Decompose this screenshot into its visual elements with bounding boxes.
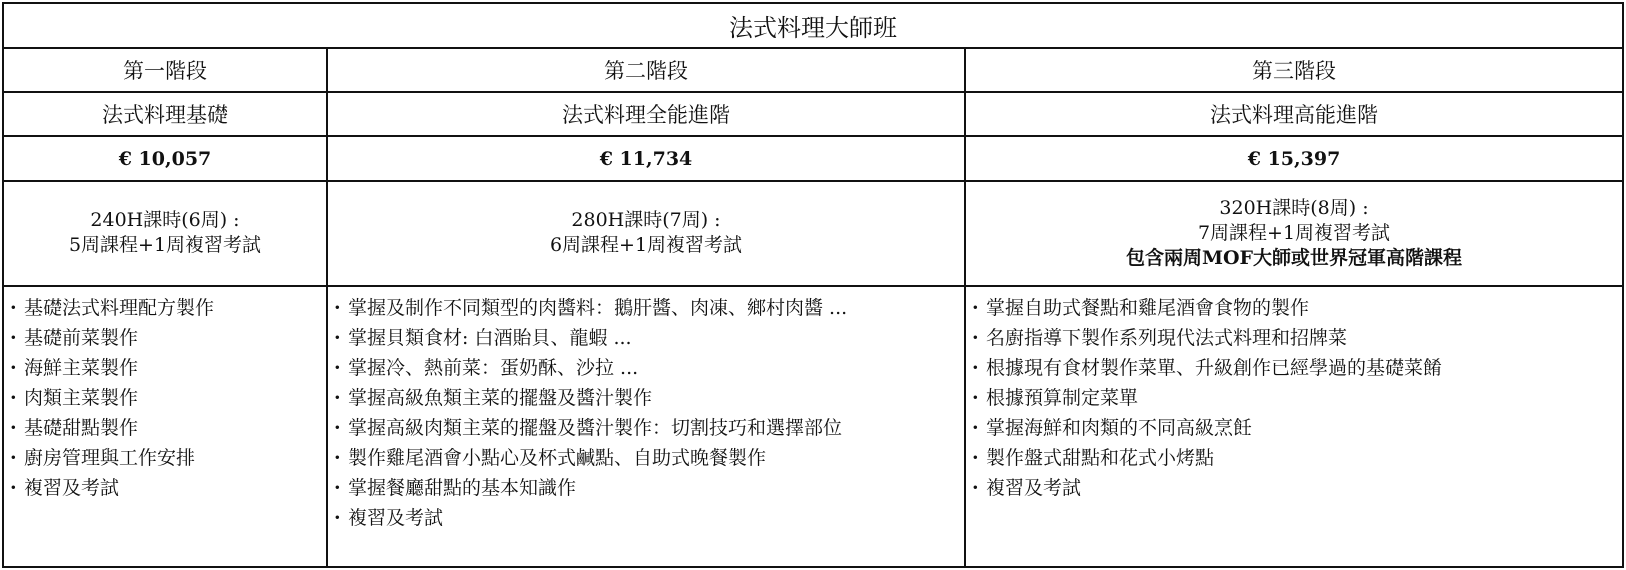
course-price: € 10,057 (3, 136, 327, 180)
hours-total: 320H課時(8周) : (1219, 196, 1369, 219)
list-item: · 複習及考試 (334, 503, 964, 533)
topics-row (3, 286, 1623, 567)
course-hours-cell (3, 181, 327, 286)
list-item: · 基礎前菜製作 (10, 323, 326, 353)
list-item: · 廚房管理與工作安排 (10, 443, 326, 473)
topic-list (4, 287, 326, 503)
stage-label: 第三階段 (965, 48, 1623, 92)
list-item: · 名廚指導下製作系列現代法式料理和招牌菜 (972, 323, 1622, 353)
hours-highlight: 包含兩周MOF大師或世界冠軍高階課程 (1125, 246, 1463, 269)
list-item: · 掌握及制作不同類型的肉醬料：鵝肝醬、肉凍、鄉村肉醬 ... (334, 293, 964, 323)
list-item: · 基礎法式料理配方製作 (10, 293, 326, 323)
topics-cell (965, 286, 1623, 567)
list-item: · 海鮮主菜製作 (10, 353, 326, 383)
stage-row (3, 48, 1623, 92)
stage-label: 第一階段 (3, 48, 327, 92)
topics-cell (3, 286, 327, 567)
hours-total: 240H課時(6周) : (90, 209, 240, 232)
list-item: · 複習及考試 (972, 473, 1622, 503)
list-item: · 基礎甜點製作 (10, 413, 326, 443)
list-item: · 掌握餐廳甜點的基本知識作 (334, 473, 964, 503)
list-item: · 製作盤式甜點和花式小烤點 (972, 443, 1622, 473)
course-comparison-table (2, 2, 1624, 568)
course-name: 法式料理高能進階 (965, 92, 1623, 136)
hours-total: 280H課時(7周) : (571, 209, 721, 232)
stage-label: 第二階段 (327, 48, 965, 92)
course-hours-cell (327, 181, 965, 286)
list-item: · 根據預算制定菜單 (972, 383, 1622, 413)
list-item: · 複習及考試 (10, 473, 326, 503)
topic-list (966, 287, 1622, 503)
hours-breakdown: 5周課程+1周複習考試 (68, 234, 262, 257)
topics-cell (327, 286, 965, 567)
hours-row (3, 181, 1623, 286)
topic-list (328, 287, 964, 533)
list-item: · 製作雞尾酒會小點心及杯式鹹點、自助式晚餐製作 (334, 443, 964, 473)
table-title: 法式料理大師班 (3, 3, 1623, 48)
title-row (3, 3, 1623, 48)
list-item: · 掌握貝類食材: 白酒貽貝、龍蝦 ... (334, 323, 964, 353)
course-name: 法式料理基礎 (3, 92, 327, 136)
hours-breakdown: 6周課程+1周複習考試 (549, 234, 743, 257)
list-item: · 掌握自助式餐點和雞尾酒會食物的製作 (972, 293, 1622, 323)
list-item: · 掌握高級魚類主菜的擺盤及醬汁製作 (334, 383, 964, 413)
list-item: · 掌握海鮮和肉類的不同高級烹飪 (972, 413, 1622, 443)
list-item: · 肉類主菜製作 (10, 383, 326, 413)
course-name: 法式料理全能進階 (327, 92, 965, 136)
list-item: · 根據現有食材製作菜單、升級創作已經學過的基礎菜餚 (972, 353, 1622, 383)
list-item: · 掌握高級肉類主菜的擺盤及醬汁製作：切割技巧和選擇部位 (334, 413, 964, 443)
course-name-row (3, 92, 1623, 136)
price-row (3, 136, 1623, 180)
list-item: · 掌握冷、熱前菜：蛋奶酥、沙拉 ... (334, 353, 964, 383)
hours-breakdown: 7周課程+1周複習考試 (1197, 221, 1391, 244)
course-hours-cell (965, 181, 1623, 286)
course-price: € 11,734 (327, 136, 965, 180)
course-price: € 15,397 (965, 136, 1623, 180)
